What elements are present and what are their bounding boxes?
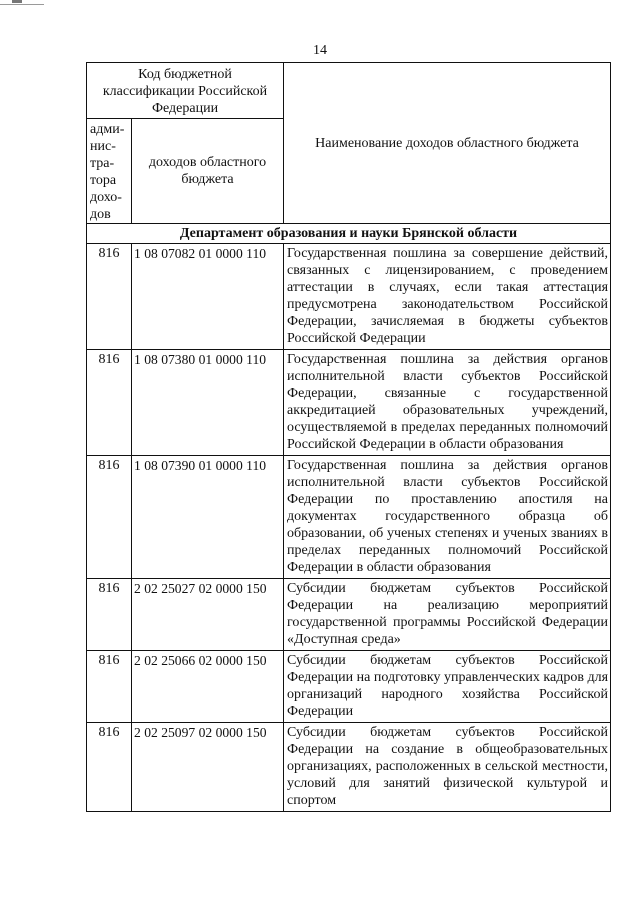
header-income-name: Наименование доходов областного бюджета xyxy=(284,63,611,224)
income-name-cell: Государственная пошлина за действия органов исполнительной власти субъектов Российской Федерации по проставлению апостиля на документах государственного образца об образовании, об ученых степенях и ученых званиях в пределах переданных полномочий Российской Федерации в области образования xyxy=(284,456,611,579)
table-row xyxy=(87,350,611,456)
budget-code-cell: 1 08 07390 01 0000 110 xyxy=(132,456,284,579)
header-income-code: доходов областного бюджета xyxy=(132,119,284,224)
budget-code-cell: 2 02 25097 02 0000 150 xyxy=(132,723,284,812)
income-name-cell: Государственная пошлина за действия органов исполнительной власти субъектов Российской Федерации, связанные с государственной аккредитацией образовательных учреждений, осуществляемой в пределах переданных полномочий Российской Федерации в области образования xyxy=(284,350,611,456)
table-row xyxy=(87,579,611,651)
budget-classification-table xyxy=(86,62,611,812)
budget-code-cell: 1 08 07082 01 0000 110 xyxy=(132,244,284,350)
admin-code-cell: 816 xyxy=(87,456,132,579)
header-budget-code-group: Код бюджетной классификации Российской Федерации xyxy=(87,63,284,119)
admin-code-cell: 816 xyxy=(87,723,132,812)
department-row xyxy=(87,224,611,244)
page-number: 14 xyxy=(313,43,327,58)
admin-code-cell: 816 xyxy=(87,579,132,651)
scan-artifact xyxy=(0,0,44,5)
header-admin-line: адми- xyxy=(90,122,125,137)
admin-code-cell: 816 xyxy=(87,651,132,723)
header-admin-line: дохо- xyxy=(90,190,122,205)
table-row xyxy=(87,723,611,812)
budget-code-cell: 1 08 07380 01 0000 110 xyxy=(132,350,284,456)
header-admin-line: нис- xyxy=(90,139,116,154)
table-row xyxy=(87,456,611,579)
income-name-cell: Государственная пошлина за совершение действий, связанных с лицензированием, с проведением аттестации в случаях, если такая аттестация предусмотрена законодательством Российской Федерации, зачисляемая в бюджеты субъектов Российской Федерации xyxy=(284,244,611,350)
header-admin-line: тра- xyxy=(90,156,115,171)
department-title: Департамент образования и науки Брянской области xyxy=(87,224,611,244)
header-admin-line: тора xyxy=(90,173,117,188)
admin-code-cell: 816 xyxy=(87,244,132,350)
header-row-top xyxy=(87,63,611,119)
budget-code-cell: 2 02 25066 02 0000 150 xyxy=(132,651,284,723)
income-name-cell: Субсидии бюджетам субъектов Российской Федерации на подготовку управленческих кадров для организаций народного хозяйства Российской Федерации xyxy=(284,651,611,723)
budget-code-cell: 2 02 25027 02 0000 150 xyxy=(132,579,284,651)
income-name-cell: Субсидии бюджетам субъектов Российской Федерации на создание в общеобразовательных организациях, расположенных в сельской местности, условий для занятий физической культурой и спортом xyxy=(284,723,611,812)
header-admin-line: дов xyxy=(90,207,111,222)
admin-code-cell: 816 xyxy=(87,350,132,456)
header-administrator xyxy=(87,119,132,224)
income-name-cell: Субсидии бюджетам субъектов Российской Федерации на реализацию мероприятий государственной программы Российской Федерации «Доступная среда» xyxy=(284,579,611,651)
table-row xyxy=(87,651,611,723)
table-row xyxy=(87,244,611,350)
